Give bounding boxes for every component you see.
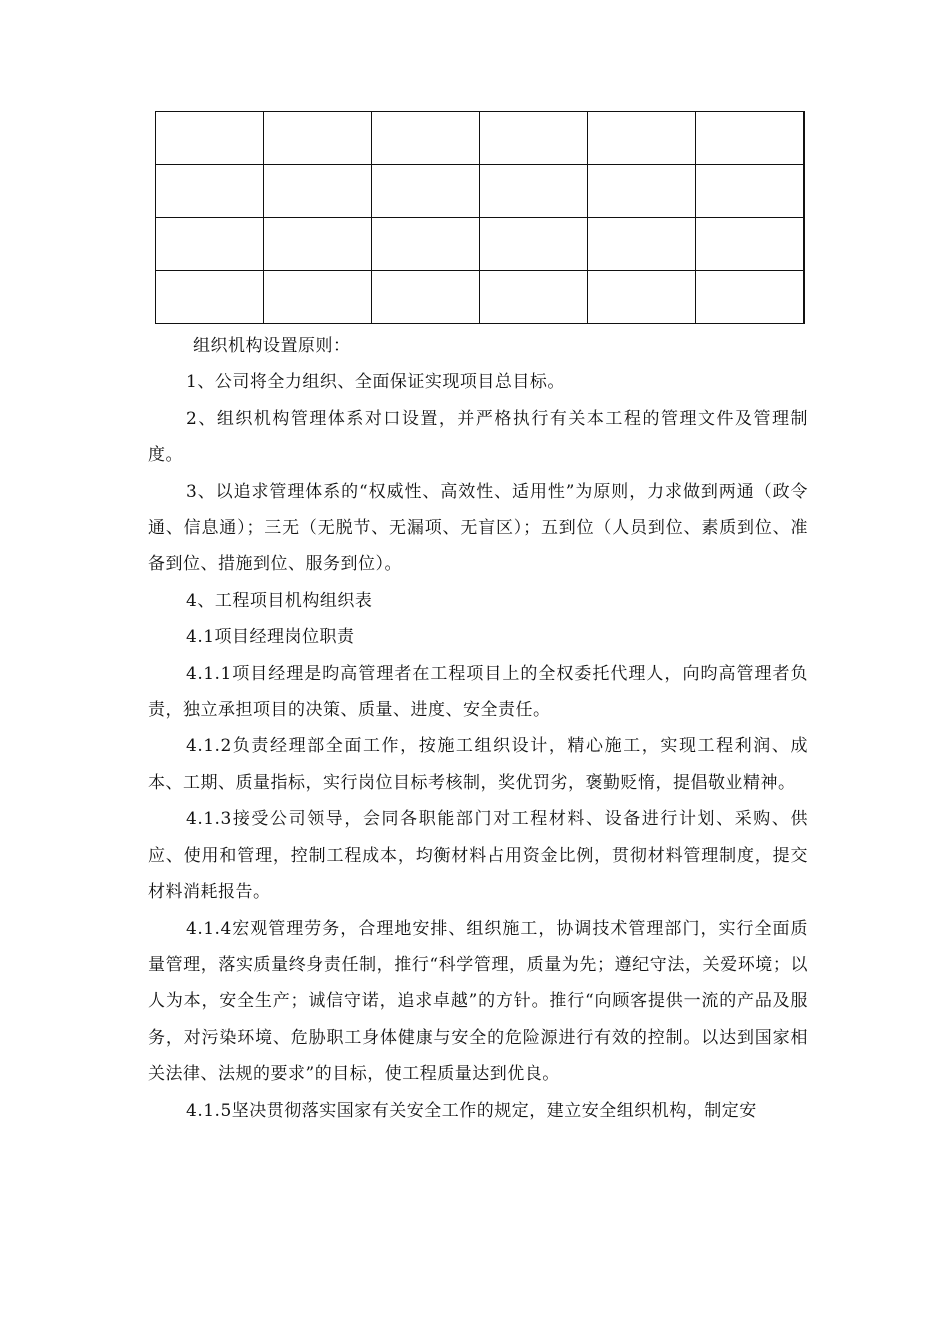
table-cell — [264, 165, 372, 218]
paragraph: 4.1项目经理岗位职责 — [186, 627, 355, 648]
table-cell — [156, 112, 264, 165]
table-row — [156, 271, 805, 324]
table-cell — [696, 271, 804, 324]
table-cell — [480, 271, 588, 324]
table-cell — [372, 271, 480, 324]
table-cell — [480, 112, 588, 165]
organization-table — [155, 111, 805, 324]
table-cell — [372, 165, 480, 218]
table-row — [156, 218, 805, 271]
section-heading: 组织机构设置原则： — [193, 336, 351, 356]
table-cell — [156, 271, 264, 324]
body-text — [148, 328, 808, 1129]
table-cell — [156, 218, 264, 271]
table-cell — [588, 165, 696, 218]
paragraph: 1、公司将全力组织、全面保证实现项目总目标。 — [186, 372, 565, 393]
paragraph: 4.1.2负责经理部全面工作，按施工组织设计，精心施工，实现工程利润、成本、工期、质量指标，实行岗位目标考核制，奖优罚劣，褒勤贬惰，提倡敬业精神。 — [148, 736, 808, 793]
table-cell — [588, 218, 696, 271]
table-row — [156, 165, 805, 218]
table-cell — [264, 218, 372, 271]
paragraph: 4.1.4宏观管理劳务，合理地安排、组织施工，协调技术管理部门，实行全面质量管理，落实质量终身责任制，推行“科学管理，质量为先；遵纪守法，关爱环境；以人为本，安全生产；诚信守诺，追求卓越”的方针。推行“向顾客提供一流的产品及服务，对污染环境、危胁职工身体健康与安全的危险源进行有效的控制。以达到国家相关法律、法规的要求”的目标，使工程质量达到优良。 — [148, 918, 808, 1085]
table-cell — [264, 112, 372, 165]
table-cell — [480, 165, 588, 218]
paragraph: 4.1.1项目经理是昀高管理者在工程项目上的全权委托代理人，向昀高管理者负责，独立承担项目的决策、质量、进度、安全责任。 — [148, 663, 808, 721]
table-cell — [696, 112, 804, 165]
table-row — [156, 112, 805, 165]
table-cell — [588, 271, 696, 324]
table-cell — [480, 218, 588, 271]
paragraph: 4.1.5坚决贯彻落实国家有关安全工作的规定，建立安全组织机构，制定安 — [186, 1100, 757, 1121]
table-cell — [372, 112, 480, 165]
paragraph: 2、组织机构管理体系对口设置，并严格执行有关本工程的管理文件及管理制度。 — [148, 408, 808, 466]
paragraph: 3、以追求管理体系的“权威性、高效性、适用性”为原则，力求做到两通（政令通、信息通）；三无（无脱节、无漏项、无盲区）；五到位（人员到位、素质到位、准备到位、措施到位、服务到位）。 — [148, 481, 808, 575]
table-cell — [264, 271, 372, 324]
table-cell — [696, 165, 804, 218]
table-cell — [696, 218, 804, 271]
table-cell — [156, 165, 264, 218]
table-cell — [588, 112, 696, 165]
paragraph: 4.1.3接受公司领导，会同各职能部门对工程材料、设备进行计划、采购、供应、使用和管理，控制工程成本，均衡材料占用资金比例，贯彻材料管理制度，提交材料消耗报告。 — [148, 809, 808, 903]
table-cell — [372, 218, 480, 271]
paragraph: 4、工程项目机构组织表 — [186, 590, 373, 611]
